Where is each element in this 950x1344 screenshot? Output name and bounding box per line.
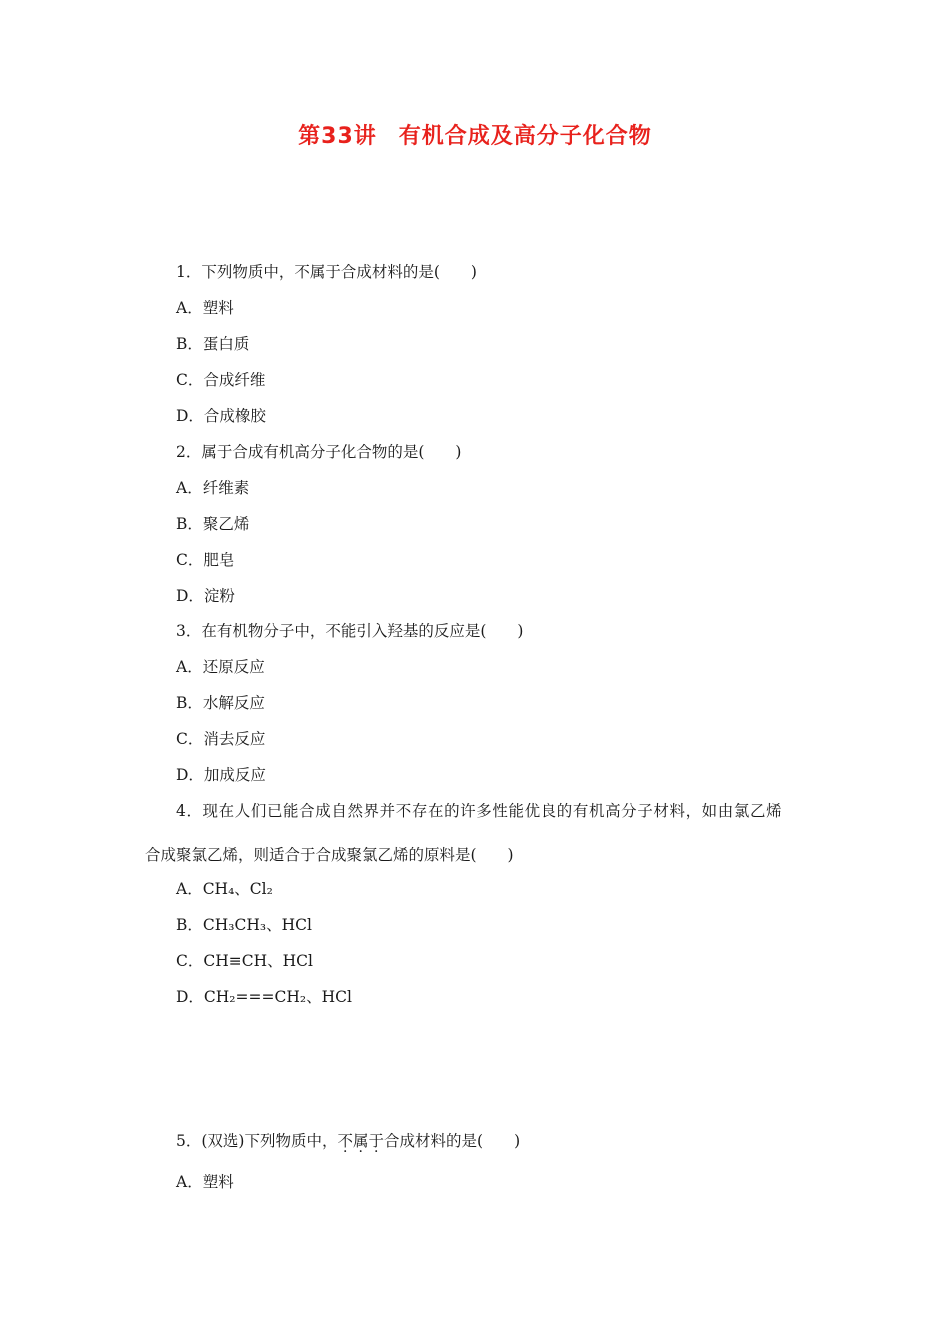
lecture-number: 第33讲 [298, 124, 377, 149]
question-4-option-c: C．CH≡CH、HCl [176, 952, 313, 970]
question-4-option-a: A．CH₄、Cl₂ [176, 880, 273, 898]
question-5-option-a: A．塑料 [176, 1173, 234, 1191]
question-3-option-b: B．水解反应 [176, 694, 265, 712]
question-2-option-b: B．聚乙烯 [176, 515, 250, 533]
emphasis-char: 不 [337, 1132, 353, 1150]
question-1-option-b: B．蛋白质 [176, 335, 250, 353]
question-4-option-d: D．CH₂===CH₂、HCl [176, 988, 352, 1006]
question-3-stem: 3．在有机物分子中，不能引入羟基的反应是( ) [176, 622, 524, 640]
question-2-option-a: A．纤维素 [176, 479, 250, 497]
question-3-option-c: C．消去反应 [176, 730, 266, 748]
question-5-stem [176, 1131, 520, 1151]
emphasis-char: 于 [368, 1132, 385, 1150]
question-1-option-d: D．合成橡胶 [176, 407, 266, 425]
question-5-stem-suffix: 合成材料的是( ) [384, 1132, 521, 1150]
question-2-option-c: C．肥皂 [176, 551, 235, 569]
question-4-stem-line-1: 4．现在人们已能合成自然界并不存在的许多性能优良的有机高分子材料，如由氯乙烯 [176, 802, 783, 820]
page-title [0, 119, 950, 150]
question-5-stem-prefix: 5．(双选)下列物质中， [176, 1132, 338, 1150]
question-3-option-d: D．加成反应 [176, 766, 266, 784]
emphasis-char: 属 [352, 1132, 369, 1150]
question-5-stem-emphasis [337, 1132, 384, 1150]
question-1-option-a: A．塑料 [176, 299, 234, 317]
question-2-stem: 2．属于合成有机高分子化合物的是( ) [176, 443, 462, 461]
question-3-option-a: A．还原反应 [176, 658, 265, 676]
question-2-option-d: D．淀粉 [176, 587, 235, 605]
lecture-topic: 有机合成及高分子化合物 [398, 124, 652, 149]
question-4-option-b: B．CH₃CH₃、HCl [176, 916, 312, 934]
question-4-stem-line-2: 合成聚氯乙烯，则适合于合成聚氯乙烯的原料是( ) [145, 846, 514, 864]
question-1-option-c: C．合成纤维 [176, 371, 266, 389]
question-1-stem: 1．下列物质中，不属于合成材料的是( ) [176, 263, 477, 281]
